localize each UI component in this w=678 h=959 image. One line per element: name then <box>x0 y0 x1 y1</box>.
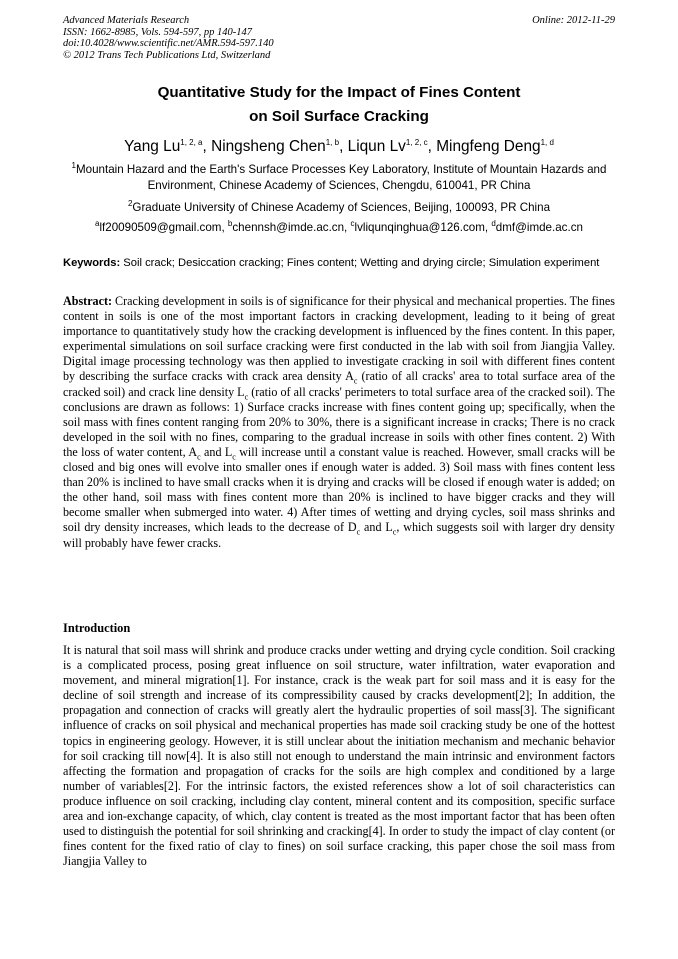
doi-line: doi:10.4028/www.scientific.net/AMR.594-597.140 <box>63 38 274 50</box>
issn-line: ISSN: 1662-8985, Vols. 594-597, pp 140-147 <box>63 26 252 38</box>
copyright-line: © 2012 Trans Tech Publications Ltd, Switzerland <box>63 49 271 61</box>
author-affiliation-mark: 1, 2, c <box>405 137 428 147</box>
email-mark: c <box>350 219 355 229</box>
abstract <box>63 294 615 551</box>
email-address: chennsh@imde.ac.cn <box>232 221 345 234</box>
abstract-text: Cracking development in soils is of significance for their physical and mechanical properties. The fines content in soils is one of the most important factors in cracking development, leading to it being of great importance to quantitatively study how the cracking development is influenced by the fines content. In this paper, experimental simulations on soil surface cracking were first conducted in the lab with soil from Jiangjia Valley. Digital image processing technology was then applied to investigate cracking in soil with different fines content by describing the surface cracks with crack area density A <box>63 294 615 384</box>
email-separator: , <box>221 221 228 234</box>
affiliation-text: Graduate University of Chinese Academy of Sciences, Beijing, 100093, PR China <box>132 201 551 214</box>
journal-name: Advanced Materials Research <box>63 15 190 26</box>
abstract-text: will increase until a constant value is reached. However, small cracks will be closed and big ones will evolve into smaller ones if enough water is added. 3) Soil mass with fines content less than 20% is inclined to have small cracks when it is drying and cracks will be closed if enough water is added; on the other hand, soil mass with fines content more than 20% is inclined to have bigger cracks and they will become smaller when submerged into water. 4) After times of wetting and drying cycles, soil mass shrinks and soil dry density increases, which leads to the decrease of D <box>63 444 616 535</box>
abstract-text: and L <box>200 444 233 459</box>
email-mark: d <box>491 219 496 229</box>
author-affiliation-mark: 1, b <box>325 137 340 147</box>
author-list <box>0 138 678 156</box>
email-address: lvliqunqinghua@126.com <box>354 221 485 234</box>
section-heading: Introduction <box>63 621 131 635</box>
author-separator: , <box>202 138 212 155</box>
affiliation-mark: 1 <box>71 161 76 171</box>
subscript: c <box>356 527 361 537</box>
author-affiliation-mark: 1, d <box>540 137 554 147</box>
author-separator: , <box>427 138 437 155</box>
abstract-text: , which suggests soil with larger dry density will probably have fewer cracks. <box>63 520 615 550</box>
email-address: lf20090509@gmail.com <box>99 221 222 234</box>
page-header <box>63 15 615 61</box>
subscript: c <box>392 527 397 537</box>
affiliation-mark: 2 <box>127 199 133 209</box>
keywords <box>63 256 615 271</box>
affiliation-2 <box>63 200 615 216</box>
author-name: Mingfeng Deng <box>436 138 541 155</box>
title-line-1: Quantitative Study for the Impact of Fines Content <box>157 84 521 101</box>
author-name: Yang Lu <box>124 138 181 155</box>
author-separator: , <box>339 138 348 155</box>
email-separator: , <box>484 221 492 234</box>
author-name: Ningsheng Chen <box>211 138 326 155</box>
abstract-text: (ratio of all cracks' area to total surface area of the cracked soil) and crack line density L <box>63 369 615 399</box>
paper-title <box>0 81 678 129</box>
author-affiliation-mark: 1, 2, a <box>180 137 203 147</box>
title-line-2: on Soil Surface Cracking <box>249 108 429 125</box>
subscript: c <box>353 376 358 386</box>
email-separator: , <box>344 221 351 234</box>
email-mark: a <box>95 219 100 229</box>
keywords-text: Soil crack; Desiccation cracking; Fines content; Wetting and drying circle; Simulation experiment <box>120 257 600 269</box>
abstract-label: Abstract: <box>63 294 113 308</box>
abstract-text: and L <box>360 520 393 535</box>
affiliation-1 <box>63 162 615 194</box>
author-name: Liqun Lv <box>347 138 406 155</box>
email-address: dmf@imde.ac.cn <box>495 221 583 234</box>
online-date: Online: 2012-11-29 <box>532 15 615 26</box>
affiliation-text: Mountain Hazard and the Earth's Surface Processes Key Laboratory, Institute of Mountain Hazards and Environment, Chinese Academy of Sciences, Chengdu, 610041, PR China <box>76 163 607 192</box>
author-emails <box>63 221 615 234</box>
abstract-text: (ratio of all cracks' perimeters to total surface area of the cracked soil). The conclusions are drawn as follows: 1) Surface cracks increase with fines content going up; specifically, when the soil mass with fines content ranging from 20% to 30%, there is a significant increase in cracks; There is no crack developed in the soil with no fines, comparing to the gradual increase in soils with other fines content. 2) With the loss of water content, A <box>63 384 615 459</box>
subscript: c <box>197 452 201 462</box>
keywords-label: Keywords: <box>63 257 121 269</box>
subscript: c <box>232 452 236 462</box>
introduction-text: It is natural that soil mass will shrink and produce cracks under wetting and drying cycle condition. Soil cracking is a complicated process, posing great influence on soil structure, water infiltration, water evaporation and movement, and mineral migration[1]. For instance, crack is the weak part for soil mass and it is easy for the decline of soil strength and increase of its compressibility caused by cracks development[2]; In addition, the propagation and connection of cracks will greatly alert the hydraulic properties of soil mass[3]. The significant influence of cracks on soil physical and mechanical properties has made soil cracking study be one of the hottest topics in engineering geology. However, it is still unclear about the initiation mechanism and mechanic behavior for soil cracking till now[4]. It is also still not enough to understand the main intrinsic and environment factors affecting the formation and propagation of cracks for the soils are high complex and conditioned by a large number of variables[2]. For the intrinsic factors, the existed references show a lot of soil characteristics can produce influence on soil cracking, including clay content, mineral content and its composition, specific surface area and ion-exchange capacity, of which, clay content is treated as the most important factor that has been often used to distinguish the potential for soil shrinking and cracking[4]. In order to study the impact of clay content (or fines content for the fixed ratio of clay to fines) on soil surface cracking, this paper chose the soil mass from Jiangjia Valley to <box>63 643 615 869</box>
email-mark: b <box>227 219 233 229</box>
subscript: c <box>244 391 249 401</box>
